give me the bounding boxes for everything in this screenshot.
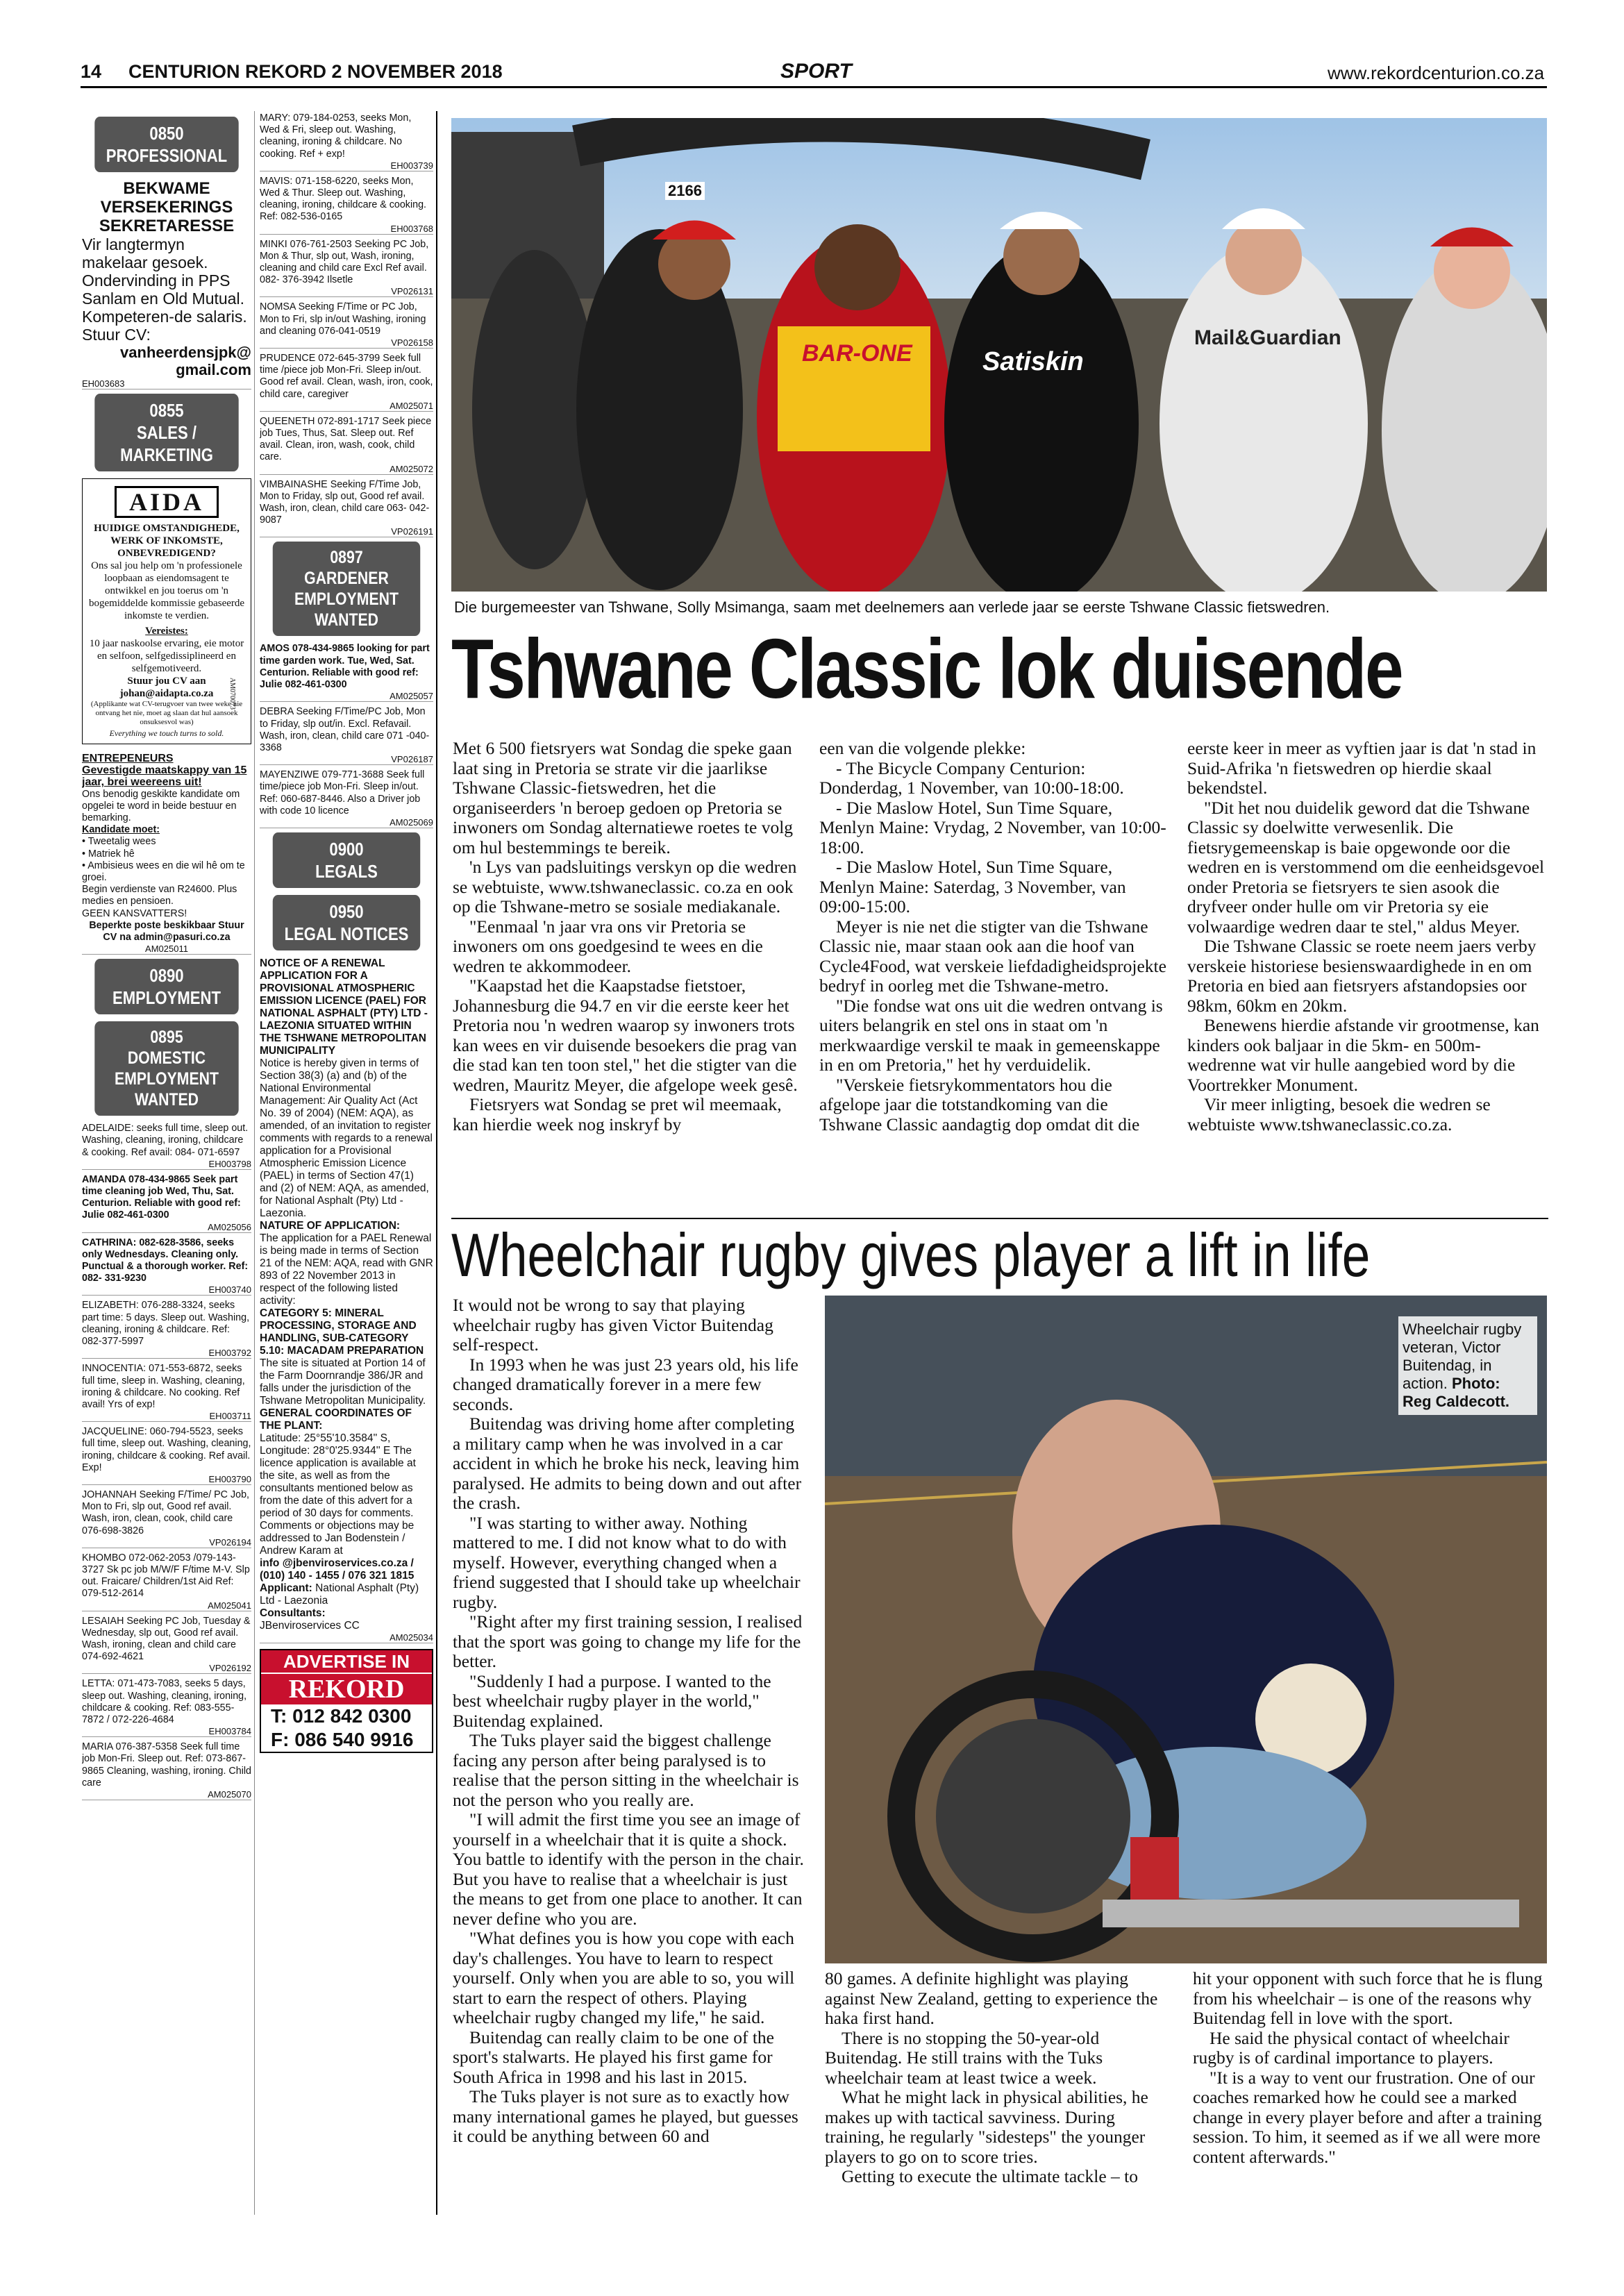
aida-req: Vereistes:: [145, 626, 188, 637]
aida-ad: [82, 478, 251, 744]
paragraph: "Eenmaal 'n jaar vra ons vir Pretoria se inwoners om ons goedgesind te wees en die wedren te akkommodeer.: [453, 916, 763, 976]
divider: [254, 111, 255, 2215]
notice-body: Notice is hereby given in terms of Section 38(3) (a) and (b) of the National Environmental Management: Air Quality Act (Act No. 39 of 2004) (NEM: AQA), as amended, of an invitation to register comments with regards to a renewal application for a Provisional Atmospheric Emission Licence (PAEL) in terms of Section 47(1) and (2) of NEM: AQA, as amended, for National Asphalt (Pty) Ltd - Laezonia.: [260, 1057, 433, 1219]
story2-col1: [453, 1296, 804, 2222]
ad-text: MAYENZIWE 079-771-3688 Seek full time/piece job Mon-Fri. Sleep in/out. Ref: 060-687-8446. Also a Driver job with code 10 licence: [260, 769, 425, 816]
paragraph: Die Tshwane Classic se roete neem jaers verby verskeie historiese besienswaardighede in en om Pretoria en bied aan fietsryers afstandopsies oor 98km, 60km en 20km.: [1187, 936, 1537, 1016]
notice-body: The application for a PAEL Renewal is being made in terms of Section 21 of the NEM: AQA, read with GNR 893 of 22 November 2013 in respect of the following listed activity:: [260, 1232, 433, 1307]
ad-sub: Gevestigde maatskappy van 15 jaar, brei weereens uit!: [82, 764, 247, 789]
classifieds-col-1: [82, 112, 251, 2223]
notice-label: Consultants:: [260, 1607, 326, 1619]
paragraph: "Right after my first training session, I realised that the sport was going to change my life for the better.: [453, 1611, 803, 1671]
ad-text: QUEENETH 072-891-1717 Seek piece job Tues, Thus, Sat. Sleep out. Ref avail. Clean, iron, wash, cook, child care.: [260, 415, 432, 463]
classifieds-col-2: [260, 112, 433, 2223]
race-number: 2166: [665, 182, 705, 200]
paragraph: Buitendag was driving home after completing a military camp when he was involved in a car accident in which he broke his neck, leaving him paralysed. He admits to being down and out after the crash.: [453, 1414, 802, 1513]
paragraph: "I will admit the first time you see an image of yourself in a wheelchair that it is quite a shock. You battle to identify with the person in the chair. But you have to realise that a wheelchair is just the means to get from one place to another. It can never define who you are.: [453, 1809, 804, 1929]
ad-text: MARY: 079-184-0253, seeks Mon, Wed & Fri, sleep out. Washing, cleaning, ironing & childcare. No cooking. Ref + exp!: [260, 112, 412, 160]
paragraph: Met 6 500 fietsryers wat Sondag die speke gaan laat sing in Pretoria se strate vir die jaarlikse Tshwane Classic-fietswedren, het die organiseerders 'n beroep gedoen op Pretoria se inwoners om Sondag alternatiewe roetes te volg om hul bestemmings te bereik.: [453, 739, 794, 857]
classified-ad: [260, 176, 433, 235]
classified-ad: [82, 1174, 251, 1233]
ad-text: ADELAIDE: seeks full time, sleep out. Washing, cleaning, ironing, childcare & cooking. Ref avail: 084- 071-6597: [82, 1123, 249, 1158]
advertise-label: ADVERTISE IN: [261, 1650, 432, 1673]
classified-ad: [82, 1363, 251, 1422]
ad-body2: Begin verdienste van R24600. Plus medies en pensioen. GEEN KANSVATTERS!: [82, 884, 237, 919]
notice-heading: CATEGORY 5: MINERAL PROCESSING, STORAGE AND HANDLING, SUB-CATEGORY 5.10: MACADAM PREPARATION: [260, 1307, 424, 1357]
ad-text: JACQUELINE: 060-794-5523, seeks full time, sleep out. Washing, cleaning, ironing, childcare & cooking. Ref avail. Exp!: [82, 1426, 251, 1473]
classified-ad: [260, 353, 433, 412]
advertise-box[interactable]: [260, 1649, 433, 1753]
classified-ad: [260, 769, 433, 828]
aida-headline: HUIDIGE OMSTANDIGHEDE, WERK OF INKOMSTE, ONBEVREDIGEND?: [94, 523, 240, 559]
classified-ad: [82, 1237, 251, 1296]
classified-ad: [82, 1616, 251, 1675]
section-0950: 0950 LEGAL NOTICES: [273, 895, 421, 950]
notice-body: The site is situated at Portion 14 of the Farm Doornrandje 386/JR and falls under the jurisdiction of the Tshwane Metropolitan Municipality.: [260, 1357, 426, 1407]
ad-ref: EH003739: [260, 160, 433, 171]
jersey-text: BAR-ONE: [802, 340, 912, 367]
classified-ad: [82, 1300, 251, 1359]
paragraph: 80 games. A definite highlight was playing against New Zealand, getting to experience the haka first hand.: [825, 1969, 1158, 2028]
caption-text: Wheelchair rugby veteran, Victor Buitendag, in action.: [1403, 1321, 1522, 1392]
section-label: SPORT: [780, 60, 852, 83]
aida-cv[interactable]: Stuur jou CV aan johan@aidapta.co.za: [119, 676, 214, 699]
section-0895: 0895 DOMESTIC EMPLOYMENT WANTED: [94, 1021, 238, 1116]
classified-ad: [82, 1426, 251, 1485]
paragraph: It would not be wrong to say that playing wheelchair rugby has given Victor Buitendag self-respect.: [453, 1296, 773, 1355]
jersey-text: Satiskin: [982, 347, 1084, 376]
section-0890: 0890 EMPLOYMENT: [94, 959, 238, 1014]
aida-slogan: Everything we touch turns to sold.: [109, 728, 224, 738]
ad-ref: EH003792: [82, 1348, 251, 1359]
notice-heading: NATURE OF APPLICATION:: [260, 1219, 401, 1232]
paragraph: What he might lack in physical abilities, he makes up with tactical savviness. During training, he regularly "sidesteps" the younger players to go on to score tries.: [825, 2087, 1148, 2167]
wheelchair-rugby-photo: [825, 1296, 1547, 1963]
classified-list: [82, 1123, 251, 1800]
story2-col3: [1193, 1969, 1547, 2222]
classified-ad: [260, 416, 433, 475]
ad-list: • Tweetalig wees • Matriek hê • Ambisieus wees en die wil hê om te groei.: [82, 836, 245, 884]
ad-ref: VP026131: [260, 286, 433, 297]
notice-value: National Asphalt (Pty) Ltd - Laezonia: [260, 1582, 419, 1607]
paragraph: hit your opponent with such force that he is flung from his wheelchair – is one of the reasons why Buitendag fell in love with the sport.: [1193, 1969, 1543, 2028]
classified-ad: [82, 1123, 251, 1170]
classified-ad: [82, 1489, 251, 1548]
paragraph: He said the physical contact of wheelchair rugby is of cardinal importance to players.: [1193, 2027, 1509, 2068]
photo-caption: [1398, 1316, 1537, 1415]
classified-ad: [260, 239, 433, 298]
ad-ref: AM025056: [82, 1222, 251, 1233]
ad-body: Ons benodig geskikte kandidate om opgelei te word in beide bestuur en bemarking.: [82, 788, 240, 824]
paragraph: Meyer is nie net die stigter van die Tshwane Classic nie, maar staan ook aan die hoof van Cycle4Food, wat verskeie liefdadigheidsprojekte bedryf in oorleg met die Tshwane-metro.: [819, 916, 1166, 996]
headline-tshwane: Tshwane Classic lok duisende: [451, 621, 1403, 716]
page-number: 14: [81, 61, 102, 82]
ad-text: CATHRINA: 082-628-3586, seeks only Wednesdays. Cleaning only. Punctual & a thorough worker. Ref: 082- 331-9230: [82, 1237, 249, 1284]
section-0897: 0897 GARDENER EMPLOYMENT WANTED: [273, 542, 421, 636]
paragraph: - Die Maslow Hotel, Sun Time Square, Menlyn Maine: Saterdag, 3 November, van 09:00-15:00.: [819, 857, 1126, 916]
ad-text: MAVIS: 071-158-6220, seeks Mon, Wed & Thur. Sleep out. Washing, cleaning, ironing, childcare & cooking. Ref: 082-536-0165: [260, 175, 427, 223]
advertise-phone: T: 012 842 0300: [271, 1704, 412, 1727]
paragraph: - The Bicycle Company Centurion: Donderdag, 1 November, van 10:00-18:00.: [819, 757, 1124, 798]
paragraph: Getting to execute the ultimate tackle – to: [842, 2166, 1138, 2186]
rekord-logo: REKORD: [261, 1673, 432, 1704]
classified-ad: [260, 706, 433, 765]
story-divider: [451, 1218, 1548, 1219]
ad-text: NOMSA Seeking F/Time or PC Job, Mon to Fri, slp in/out Washing, ironing and cleaning 076-041-0519: [260, 301, 426, 337]
story1-col3: [1187, 739, 1548, 1218]
ad-text: VIMBAINASHE Seeking F/Time Job, Mon to Friday, slp out, Good ref avail. Wash, iron, clean, child care 063- 042-9087: [260, 478, 430, 526]
ad-bekwame: [82, 179, 251, 389]
legal-notice: [260, 957, 433, 1643]
classified-ad: [260, 301, 433, 349]
ad-text: AMOS 078-434-9865 looking for part time garden work. Tue, Wed, Sat. Centurion. Reliable with good ref: Julie 082-461-0300: [260, 643, 430, 691]
classified-ad: [82, 1678, 251, 1737]
ad-ref: AM025011: [82, 944, 251, 955]
aida-logo: AIDA: [115, 486, 219, 518]
ad-ref: AM025072: [260, 464, 433, 475]
ad-ref: EH003768: [260, 224, 433, 235]
paragraph: Benewens hierdie afstande vir grootmense, kan kinders ook baljaar in die 5km- en 500m-wedrenne wat vir hulle aangebied word by die Voortrekker Monument.: [1187, 1015, 1539, 1095]
ad-contact[interactable]: Beperkte poste beskikbaar Stuur CV na admin@pasuri.co.za: [89, 919, 244, 944]
advertise-fax: F: 086 540 9916: [271, 1728, 414, 1750]
paragraph: een van die volgende plekke:: [819, 739, 1026, 758]
classified-list: [260, 112, 433, 537]
divider: [436, 111, 437, 2215]
classified-list: [260, 643, 433, 828]
paragraph: "Suddenly I had a purpose. I wanted to the best wheelchair rugby player in the world," Buitendag explained.: [453, 1670, 771, 1731]
paragraph: "Die fondse wat ons uit die wedren ontvang is uiters belangrik en stel ons in staat om 'n merkwaardige verskil te maak in gemeenskappe in en om Pretoria," het hy verduidelik.: [819, 995, 1163, 1075]
notice-title: NOTICE OF A RENEWAL APPLICATION FOR A PROVISIONAL ATMOSPHERIC EMISSION LICENCE (PAEL) FOR NATIONAL ASPHALT (PTY) LTD - LAEZONIA SITUATED WITHIN THE TSHWANE METROPOLITAN MUNICIPALITY: [260, 957, 428, 1057]
paragraph: In 1993 when he was just 23 years old, his life changed dramatically forever in a mere few seconds.: [453, 1354, 798, 1414]
ad-title: BEKWAME VERSEKERINGS SEKRETARESSE: [99, 179, 235, 235]
photo-credit: Photo: Reg Caldecott.: [1403, 1375, 1510, 1410]
ad-entrepeneurs: [82, 753, 251, 955]
paragraph: eerste keer in meer as vyftien jaar is dat 'n stad in Suid-Afrika 'n fietswedren op hierdie skaal bekendstel.: [1187, 739, 1537, 798]
classified-ad: [260, 112, 433, 171]
ad-ref: EH003790: [82, 1474, 251, 1485]
ad-ref: EH003784: [82, 1726, 251, 1737]
ad-text: AMANDA 078-434-9865 Seek part time cleaning job Wed, Thu, Sat. Centurion. Reliable with good ref: Julie 082-461-0300: [82, 1173, 241, 1221]
ad-text: DEBRA Seeking F/Time/PC Job, Mon to Friday, slp out/in. Excl. Refavail. Wash, iron, clean, child care 071 -040-3368: [260, 706, 430, 753]
ad-text: INNOCENTIA: 071-553-6872, seeks full time, sleep in. Washing, cleaning, ironing & childcare. No cooking. Ref avail! Yrs of exp!: [82, 1363, 245, 1410]
paragraph: "It is a way to vent our frustration. One of our coaches remarked how he could see a marked change in every player before and after a training session. To him, it seemed as if we all were more content afterwards.": [1193, 2067, 1542, 2167]
section-0855: 0855 SALES / MARKETING: [94, 394, 238, 471]
paragraph: Fietsryers wat Sondag se pret wil meemaak, kan hierdie week nog inskryf by: [453, 1094, 782, 1134]
notice-body: Latitude: 25°55'10.3584'' S, Longitude: 28°0'25.9344'' E The licence application is available at the site, as well as from the consultants mentioned below as from the date of this advert for a period of 30 days for comments. Comments or objections may be addressed to Jan Bodenstein / Andrew Karam at: [260, 1432, 416, 1557]
ad-ref: EH003798: [82, 1159, 251, 1170]
paragraph: There is no stopping the 50-year-old Buitendag. He still trains with the Tuks wheelchair team at least twice a week.: [825, 2027, 1103, 2088]
ad-ref: VP026191: [260, 526, 433, 537]
paragraph: "Dit het nou duidelik geword dat die Tshwane Classic sy doelwitte verwesenlik. Die fietsrygemeenskap is baie opgewonde oor die wedren en is verstommend om die eenheidsgevoel onder Pretoria se fietsryers te sien asook die dryfveer onder hulle om vir Pretoria sy eie volwaardige wedren daar te stel," aldus Meyer.: [1187, 797, 1545, 937]
ad-body: Vir langtermyn makelaar gesoek. Ondervinding in PPS Sanlam en Old Mutual. Kompeteren-de salaris. Stuur CV:: [82, 235, 247, 344]
section-0850: 0850 PROFESSIONAL: [94, 117, 238, 172]
aida-body2: 10 jaar naskoolse ervaring, eie motor en selfoon, selfgedissiplineerd en selfgemotiveerd.: [89, 638, 244, 674]
notice-label: Applicant:: [260, 1582, 312, 1594]
section-0900: 0900 LEGALS: [273, 832, 421, 888]
paragraph: "What defines you is how you cope with each day's challenges. You have to learn to respect yourself. Only when you are able to so, you will start to earn the respect of others. Playing wheelchair rugby changed my life," he said.: [453, 1928, 795, 2027]
ad-ref: EH003683: [82, 378, 251, 389]
story1-col1: [453, 739, 801, 1218]
ad-ref: EH003740: [82, 1284, 251, 1296]
paragraph: "Kaapstad het die Kaapstadse fietstoer, Johannesburg die 94.7 en vir die eerste keer het Pretoria nou 'n wedren waarop sy inwoners trots kan wees en vir duisende besoekers die prag van die stad kan ten toon stel," het die stigter van die wedren, Mauritz Meyer, die afgelope week gesê.: [453, 975, 798, 1095]
notice-ref: AM025034: [260, 1632, 433, 1643]
paragraph: - Die Maslow Hotel, Sun Time Square, Menlyn Maine: Vrydag, 2 November, van 10:00-18:00.: [819, 797, 1166, 857]
website[interactable]: www.rekordcenturion.co.za: [1328, 62, 1545, 83]
aida-body: Ons sal jou help om 'n professionele loopbaan as eiendomsagent te ontwikkel en jou toerus om 'n bogemiddelde kommissie gebaseerde inkomste te verdien.: [88, 560, 245, 621]
ad-ref: AM025070: [82, 1789, 251, 1800]
ad-text: PRUDENCE 072-645-3799 Seek full time /piece job Mon-Fri. Sleep in/out. Good ref avail. Clean, wash, iron, cook, child care, caregiver: [260, 353, 433, 400]
ad-ref: AM025041: [82, 1600, 251, 1611]
ad-text: ELIZABETH: 076-288-3324, seeks part time: 5 days. Sleep out. Washing, cleaning, ironing & childcare. Ref: 082-377-5997: [82, 1300, 250, 1348]
story1-col2: [819, 739, 1168, 1218]
notice-value: JBenviroservices CC: [260, 1619, 360, 1632]
aida-note: (Applikante wat CV-terugvoer van twee weke nie ontvang het nie, moet ag slaan dat hul aansoek onsuksesvol was): [90, 700, 243, 726]
ad-title: ENTREPENEURS: [82, 753, 174, 764]
ad-email[interactable]: vanheerdensjpk@ gmail.com: [120, 344, 251, 378]
ad-text: JOHANNAH Seeking F/Time/ PC Job, Mon to Fri, slp out, Good ref avail. Wash, iron, clean, cook, child care 076-698-3826: [82, 1489, 249, 1536]
paragraph: "Verskeie fietsrykommentators hou die afgelope jaar die totstandkoming van die Tshwane Classic aandagtig dop omdat dit die: [819, 1074, 1140, 1134]
ad-ref: AM025069: [260, 817, 433, 828]
ad-text: LESAIAH Seeking PC Job, Tuesday & Wednesday, slp out, Good ref avail. Wash, ironing, clean and child care 074-692-4621: [82, 1615, 251, 1663]
classified-ad: [82, 1741, 251, 1800]
ad-ref: VP026192: [82, 1663, 251, 1674]
ad-ref: VP026194: [82, 1537, 251, 1548]
ad-text: MINKI 076-761-2503 Seeking PC Job, Mon & Thur, slp out, Wash, ironing, cleaning and child care Excl Ref avail. 082- 376-3942 Ilsetle: [260, 238, 429, 286]
ad-ref: EH003711: [82, 1411, 251, 1422]
paragraph: Buitendag can really claim to be one of the sport's stalwarts. He played his first game for South Africa in 1998 and his last in 2015.: [453, 2027, 775, 2087]
paragraph: The Tuks player said the biggest challenge facing any person after being paralysed is to realise that the person sitting in the wheelchair is not the person who you really are.: [453, 1730, 799, 1810]
ad-text: MARIA 076-387-5358 Seek full time job Mon-Fri. Sleep out. Ref: 073-867-9865 Cleaning, washing, ironing. Child care: [82, 1741, 251, 1788]
paragraph: 'n Lys van padsluitings verskyn op die wedren se webtuiste, www.tshwaneclassic. co.za en ook op die Tshwane-metro se sosiale mediakanale.: [453, 857, 797, 916]
classified-ad: [260, 479, 433, 538]
ad-ref: AM025071: [260, 401, 433, 412]
notice-heading: GENERAL COORDINATES OF THE PLANT:: [260, 1407, 412, 1432]
headline-wheelchair: Wheelchair rugby gives player a lift in life: [451, 1221, 1371, 1289]
ad-ref: VP026187: [260, 754, 433, 765]
cyclists-photo: [451, 118, 1547, 592]
notice-contact[interactable]: info @jbenviroservices.co.za / (010) 140 - 1455 / 076 321 1815: [260, 1557, 415, 1582]
classified-ad: [82, 1552, 251, 1611]
story2-col2: [825, 1969, 1172, 2222]
paragraph: The Tuks player is not sure as to exactly how many international games he played, but guesses it could be anything between 60 and: [453, 2086, 798, 2146]
ad-text: LETTA: 071-473-7083, seeks 5 days, sleep out. Washing, cleaning, ironing, childcare & cooking. Ref: 083-555-7872 / 072-226-4684: [82, 1678, 247, 1725]
paragraph: Vir meer inligting, besoek die wedren se webtuiste www.tshwaneclassic.co.za.: [1187, 1094, 1491, 1134]
jersey-text: Mail&Guardian: [1194, 326, 1341, 349]
aida-ref: AM070073: [228, 677, 236, 710]
paper-issue: CENTURION REKORD 2 NOVEMBER 2018: [128, 61, 503, 82]
ad-ref: AM025057: [260, 691, 433, 702]
paragraph: "I was starting to wither away. Nothing mattered to me. I did not know what to do with myself. However, everything changed when a friend suggested that I should take up wheelchair rugby.: [453, 1512, 801, 1612]
header-rule: [81, 86, 1547, 88]
photo-caption: Die burgemeester van Tshwane, Solly Msimanga, saam met deelnemers aan verlede jaar se eerste Tshwane Classic fietswedren.: [454, 598, 1330, 616]
classified-ad: [260, 643, 433, 702]
ad-text: KHOMBO 072-062-2053 /079-143-3727 Sk pc job M/W/F F/time M-V. Slp out. Fraicare/ Children/1st Aid Ref: 079-512-2614: [82, 1552, 250, 1600]
ad-ref: VP026158: [260, 337, 433, 349]
ad-req: Kandidate moet:: [82, 824, 160, 836]
